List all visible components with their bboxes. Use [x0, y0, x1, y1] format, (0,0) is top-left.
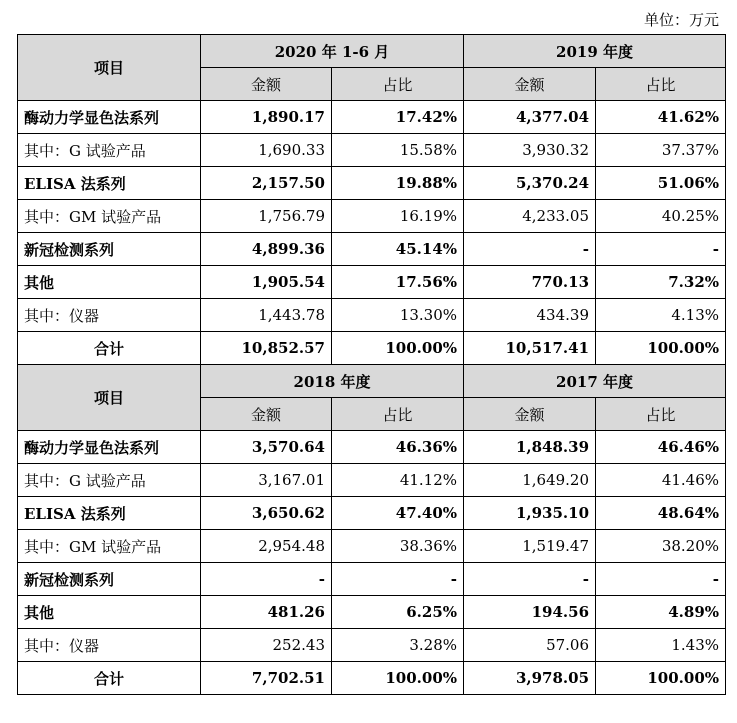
ratio-cell: 51.06%	[596, 167, 726, 200]
row-label: 其中：仪器	[18, 299, 201, 332]
amount-cell: 4,233.05	[464, 200, 596, 233]
row-label: 其中：G 试验产品	[18, 464, 201, 497]
ratio-cell: 7.32%	[596, 266, 726, 299]
ratio-cell: 47.40%	[332, 497, 464, 530]
total-row	[18, 662, 726, 695]
amount-cell: 3,167.01	[201, 464, 332, 497]
row-label: 新冠检测系列	[18, 233, 201, 266]
header-row-periods-2	[18, 365, 726, 398]
row-label: 其中：GM 试验产品	[18, 200, 201, 233]
amount-header: 金额	[201, 398, 332, 431]
amount-cell: 1,848.39	[464, 431, 596, 464]
table-row	[18, 101, 726, 134]
ratio-header: 占比	[596, 68, 726, 101]
ratio-header: 占比	[332, 398, 464, 431]
ratio-cell: 41.46%	[596, 464, 726, 497]
row-label: ELISA 法系列	[18, 497, 201, 530]
amount-cell: 2,157.50	[201, 167, 332, 200]
amount-cell: -	[201, 563, 332, 596]
ratio-header: 占比	[596, 398, 726, 431]
amount-cell: 3,570.64	[201, 431, 332, 464]
unit-label: 单位：万元	[643, 11, 719, 29]
ratio-cell: 45.14%	[332, 233, 464, 266]
row-label: 酶动力学显色法系列	[18, 431, 201, 464]
ratio-cell: 4.13%	[596, 299, 726, 332]
row-label: ELISA 法系列	[18, 167, 201, 200]
amount-cell: 1,649.20	[464, 464, 596, 497]
amount-cell: 1,690.33	[201, 134, 332, 167]
amount-cell: 3,978.05	[464, 662, 596, 695]
table-row	[18, 497, 726, 530]
amount-cell: 194.56	[464, 596, 596, 629]
ratio-cell: 1.43%	[596, 629, 726, 662]
row-label: 合计	[18, 332, 201, 365]
amount-cell: 1,756.79	[201, 200, 332, 233]
ratio-header: 占比	[332, 68, 464, 101]
ratio-cell: -	[596, 233, 726, 266]
ratio-cell: -	[596, 563, 726, 596]
amount-cell: -	[464, 233, 596, 266]
header-row-periods-1	[18, 35, 726, 68]
table-row	[18, 563, 726, 596]
amount-cell: 770.13	[464, 266, 596, 299]
table-row	[18, 530, 726, 563]
table-row	[18, 134, 726, 167]
row-label: 其中：仪器	[18, 629, 201, 662]
table-row	[18, 167, 726, 200]
period-header: 2019 年度	[464, 35, 726, 68]
amount-cell: 5,370.24	[464, 167, 596, 200]
table-row	[18, 629, 726, 662]
amount-cell: 7,702.51	[201, 662, 332, 695]
amount-cell: 10,852.57	[201, 332, 332, 365]
period-header: 2017 年度	[464, 365, 726, 398]
amount-header: 金额	[464, 398, 596, 431]
ratio-cell: 6.25%	[332, 596, 464, 629]
ratio-cell: 46.36%	[332, 431, 464, 464]
ratio-cell: 16.19%	[332, 200, 464, 233]
total-row	[18, 332, 726, 365]
row-label: 其他	[18, 266, 201, 299]
ratio-cell: 40.25%	[596, 200, 726, 233]
row-label: 合计	[18, 662, 201, 695]
ratio-cell: 38.36%	[332, 530, 464, 563]
row-label: 新冠检测系列	[18, 563, 201, 596]
ratio-cell: 37.37%	[596, 134, 726, 167]
amount-cell: 10,517.41	[464, 332, 596, 365]
ratio-cell: 19.88%	[332, 167, 464, 200]
ratio-cell: 17.56%	[332, 266, 464, 299]
row-label: 酶动力学显色法系列	[18, 101, 201, 134]
ratio-cell: 13.30%	[332, 299, 464, 332]
row-label: 其中：G 试验产品	[18, 134, 201, 167]
ratio-cell: 41.62%	[596, 101, 726, 134]
ratio-cell: 48.64%	[596, 497, 726, 530]
ratio-cell: 41.12%	[332, 464, 464, 497]
ratio-cell: 100.00%	[596, 332, 726, 365]
period-header: 2018 年度	[201, 365, 464, 398]
amount-cell: 481.26	[201, 596, 332, 629]
amount-header: 金额	[464, 68, 596, 101]
revenue-table	[17, 34, 726, 695]
table-row	[18, 299, 726, 332]
ratio-cell: 3.28%	[332, 629, 464, 662]
ratio-cell: 4.89%	[596, 596, 726, 629]
table-row	[18, 464, 726, 497]
period-header: 2020 年 1-6 月	[201, 35, 464, 68]
table-row	[18, 200, 726, 233]
item-header: 项目	[18, 35, 201, 101]
table-row	[18, 266, 726, 299]
table-row	[18, 431, 726, 464]
amount-cell: 1,935.10	[464, 497, 596, 530]
amount-cell: 1,905.54	[201, 266, 332, 299]
item-header: 项目	[18, 365, 201, 431]
amount-cell: 1,519.47	[464, 530, 596, 563]
amount-cell: 252.43	[201, 629, 332, 662]
amount-cell: 4,899.36	[201, 233, 332, 266]
row-label: 其他	[18, 596, 201, 629]
ratio-cell: 46.46%	[596, 431, 726, 464]
table-row	[18, 233, 726, 266]
ratio-cell: 100.00%	[332, 662, 464, 695]
amount-cell: 1,890.17	[201, 101, 332, 134]
ratio-cell: 100.00%	[596, 662, 726, 695]
amount-header: 金额	[201, 68, 332, 101]
amount-cell: 3,930.32	[464, 134, 596, 167]
amount-cell: 434.39	[464, 299, 596, 332]
ratio-cell: 17.42%	[332, 101, 464, 134]
ratio-cell: 15.58%	[332, 134, 464, 167]
amount-cell: 57.06	[464, 629, 596, 662]
row-label: 其中：GM 试验产品	[18, 530, 201, 563]
ratio-cell: 100.00%	[332, 332, 464, 365]
table-row	[18, 596, 726, 629]
amount-cell: 3,650.62	[201, 497, 332, 530]
ratio-cell: 38.20%	[596, 530, 726, 563]
ratio-cell: -	[332, 563, 464, 596]
amount-cell: 4,377.04	[464, 101, 596, 134]
amount-cell: 2,954.48	[201, 530, 332, 563]
amount-cell: -	[464, 563, 596, 596]
amount-cell: 1,443.78	[201, 299, 332, 332]
